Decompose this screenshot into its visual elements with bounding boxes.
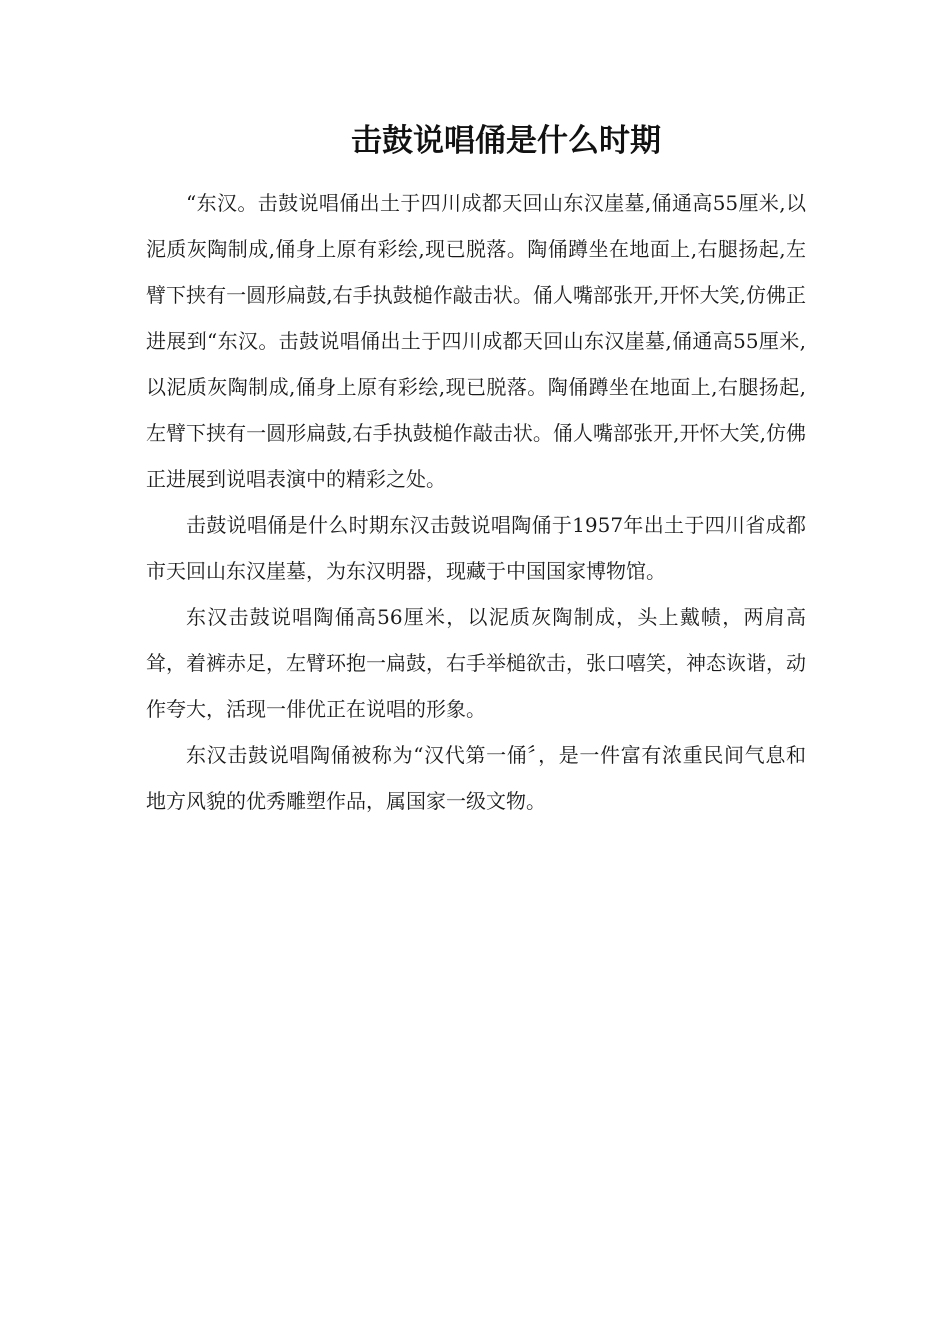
document-title: 击鼓说唱俑是什么时期: [351, 123, 661, 159]
paragraph-4: 东汉击鼓说唱陶俑被称为“汉代第一俑〞，是一件富有浓重民间气息和地方风貌的优秀雕塑作品，属国家一级文物。: [146, 743, 806, 813]
paragraph-3: 东汉击鼓说唱陶俑高56厘米，以泥质灰陶制成，头上戴帻，两肩高耸，着裤赤足，左臂环抱一扁鼓，右手举槌欲击，张口嘻笑，神态诙谐，动作夸大，活现一俳优正在说唱的形象。: [146, 605, 806, 721]
paragraph-2: 击鼓说唱俑是什么时期东汉击鼓说唱陶俑于1957年出土于四川省成都市天回山东汉崖墓，为东汉明器，现藏于中国国家博物馆。: [146, 513, 806, 583]
paragraph-1: “东汉。击鼓说唱俑出土于四川成都天回山东汉崖墓,俑通高55厘米,以泥质灰陶制成,俑身上原有彩绘,现已脱落。陶俑蹲坐在地面上,右腿扬起,左臂下挟有一圆形扁鼓,右手执鼓槌作敲击状。俑人嘴部张开,开怀大笑,仿佛正进展到“东汉。击鼓说唱俑出土于四川成都天回山东汉崖墓,俑通高55厘米,以泥质灰陶制成,俑身上原有彩绘,现已脱落。陶俑蹲坐在地面上,右腿扬起,左臂下挟有一圆形扁鼓,右手执鼓槌作敲击状。俑人嘴部张开,开怀大笑,仿佛正进展到说唱表演中的精彩之处。: [146, 191, 806, 491]
document-body: [146, 180, 806, 824]
